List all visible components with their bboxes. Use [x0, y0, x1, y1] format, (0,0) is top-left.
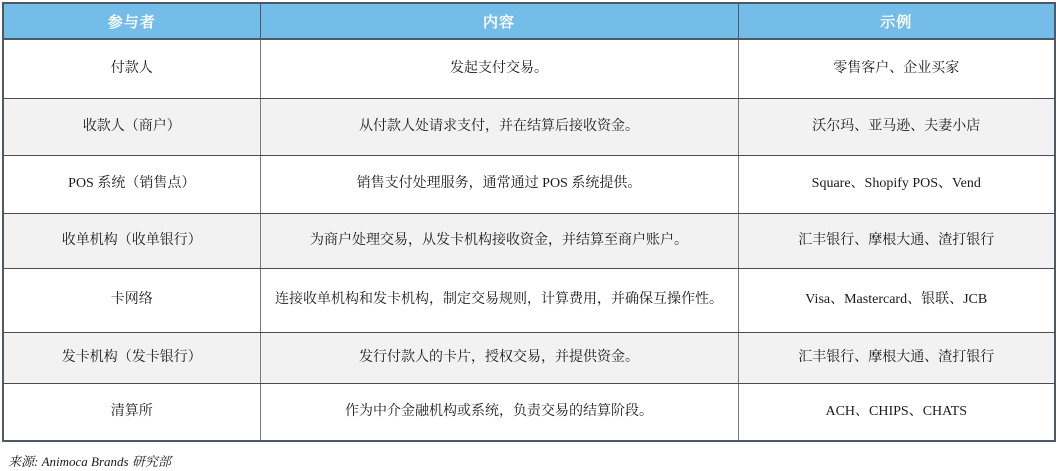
cell-content: 销售支付处理服务，通常通过 POS 系统提供。: [260, 155, 738, 213]
cell-content: 作为中介金融机构或系统，负责交易的结算阶段。: [260, 383, 738, 441]
cell-participant: 发卡机构（发卡银行）: [3, 332, 260, 383]
cell-participant: 卡网络: [3, 268, 260, 332]
table-row: [3, 39, 1055, 98]
cell-example: 零售客户、企业买家: [738, 39, 1055, 98]
cell-participant: 清算所: [3, 383, 260, 441]
cell-participant: 付款人: [3, 39, 260, 98]
cell-example: 沃尔玛、亚马逊、夫妻小店: [738, 98, 1055, 155]
col-header-example: 示例: [738, 3, 1055, 39]
table-row: [3, 213, 1055, 268]
cell-participant: 收单机构（收单银行）: [3, 213, 260, 268]
source-note: 来源: Animoca Brands 研究部: [8, 454, 171, 469]
cell-content: 发行付款人的卡片，授权交易，并提供资金。: [260, 332, 738, 383]
payment-participants-table: [2, 2, 1056, 442]
table-row: [3, 268, 1055, 332]
table-row: [3, 332, 1055, 383]
table-row: [3, 155, 1055, 213]
cell-example: ACH、CHIPS、CHATS: [738, 383, 1055, 441]
table-row: [3, 383, 1055, 441]
cell-content: 发起支付交易。: [260, 39, 738, 98]
cell-example: Square、Shopify POS、Vend: [738, 155, 1055, 213]
cell-example: 汇丰银行、摩根大通、渣打银行: [738, 332, 1055, 383]
header-row: [3, 3, 1055, 39]
cell-content: 从付款人处请求支付，并在结算后接收资金。: [260, 98, 738, 155]
cell-content: 连接收单机构和发卡机构，制定交易规则，计算费用，并确保互操作性。: [260, 268, 738, 332]
col-header-content: 内容: [260, 3, 738, 39]
cell-example: Visa、Mastercard、银联、JCB: [738, 268, 1055, 332]
payment-participants-page: [0, 2, 1056, 471]
cell-example: 汇丰银行、摩根大通、渣打银行: [738, 213, 1055, 268]
cell-content: 为商户处理交易，从发卡机构接收资金，并结算至商户账户。: [260, 213, 738, 268]
table-row: [3, 98, 1055, 155]
col-header-participant: 参与者: [3, 3, 260, 39]
cell-participant: 收款人（商户）: [3, 98, 260, 155]
cell-participant: POS 系统（销售点）: [3, 155, 260, 213]
